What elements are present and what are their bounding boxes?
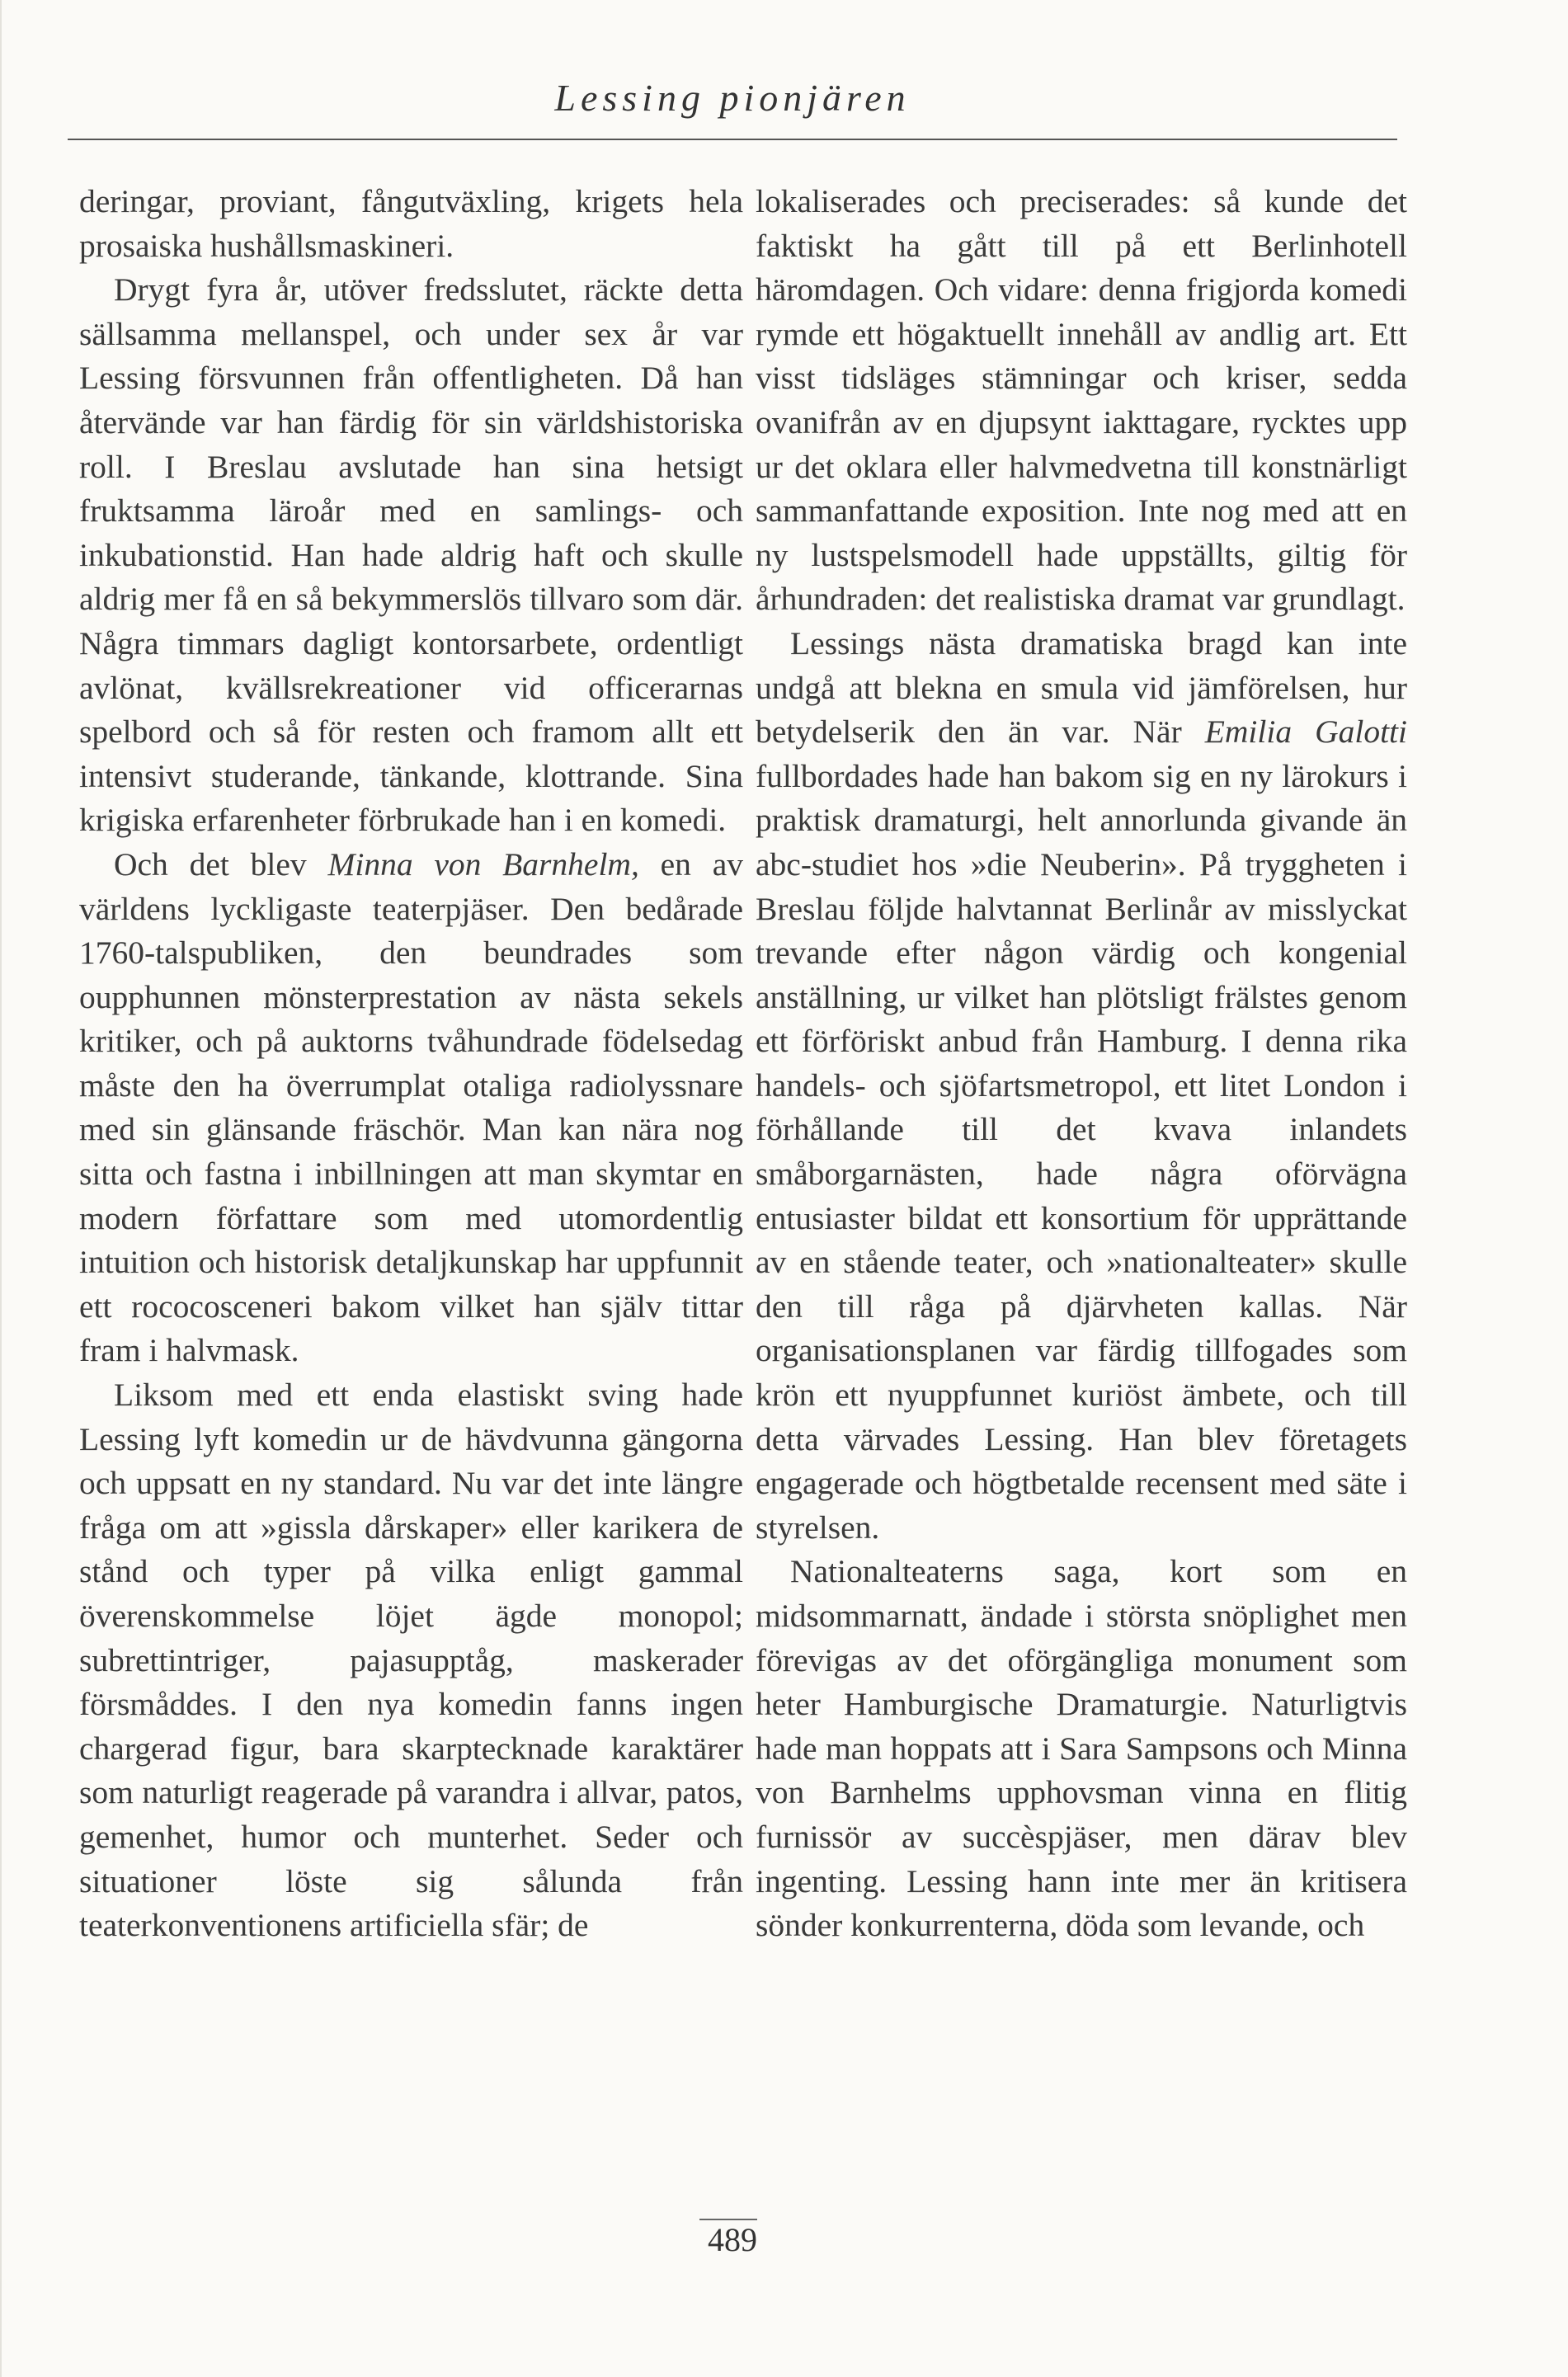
running-title: Lessing pionjären — [554, 77, 911, 119]
paragraph — [756, 622, 1407, 1550]
paragraph-text: en av världens lyckligaste teaterpjäser. Den bedårade 1760-talspubliken, den beundrades som oupphunnen mönsterprestation av nästa sekels kritiker, och på auktorns tvåhundrade födelsedag måste den ha överrumplat otaliga radiolyssnare med sin glänsande fräschör. Man kan nära nog sitta och fastna i inbillningen att man skymtar en modern författare som med utomordentlig intuition och historisk detaljkunskap har uppfunnit ett rococosceneri bakom vilket han själv tittar fram i halvmask. — [79, 845, 743, 1369]
paragraph-text: Och det blev — [114, 845, 328, 883]
left-text-column — [79, 180, 743, 1948]
play-title-italic: Minna von Barnhelm, — [327, 845, 639, 883]
header-rule — [68, 139, 1397, 140]
page-number: 489 — [708, 2221, 757, 2258]
paragraph: deringar, proviant, fångutväxling, krigets hela prosaiska hushållsmaskineri. — [79, 183, 743, 264]
play-title-italic: Emilia Galotti — [1204, 713, 1408, 751]
paragraph-text: Lessings nästa dramatiska bragd kan inte undgå att blekna en smula vid jämförelsen, hur betydelserik den än var. När — [756, 624, 1407, 751]
paragraph: Drygt fyra år, utöver fredsslutet, räckte detta sällsamma mellanspel, och under sex år var Lessing försvunnen från offentligheten. Då han återvände var han färdig för sin världshistoriska roll. I Breslau avslutade han sina hetsigt fruktsamma läroår med en samlings- och inkubationstid. Han hade aldrig haft och skulle aldrig mer få en så bekymmerslös tillvaro som där. Några timmars dagligt kontorsarbete, ordentligt avlönat, kvällsrekreationer vid officerarnas spelbord och så för resten och framom allt ett intensivt studerande, tänkande, klottrande. Sina krigiska erfarenheter förbrukade han i en komedi. — [79, 271, 743, 839]
right-text-column — [756, 180, 1407, 1948]
paragraph: Nationalteaterns saga, kort som en midsommarnatt, ändade i största snöplighet men förevigas av det oförgängliga monument som heter Hamburgische Dramaturgie. Naturligtvis hade man hoppats att i Sara Sampsons och Minna von Barnhelms upphovsman vinna en flitig furnissör av succèspjäser, men därav blev ingenting. Lessing hann inte mer än kritisera sönder konkurrenterna, döda som levande, och — [756, 1553, 1407, 1944]
paragraph: Liksom med ett enda elastiskt sving hade Lessing lyft komedin ur de hävdvunna gängorna och uppsatt en ny standard. Nu var det inte längre fråga om att »gissla dårskaper» eller karikera de stånd och typer på vilka enligt gammal överenskommelse löjet ägde monopol; subrettintriger, pajasupptåg, maskerader försmåddes. I den nya komedin fanns ingen chargerad figur, bara skarptecknade karaktärer som naturligt reagerade på varandra i allvar, patos, gemenhet, humor och munterhet. Seder och situationer löste sig sålunda från teaterkonventionens artificiella sfär; de — [79, 1377, 743, 1944]
paragraph-text: fullbordades hade han bakom sig en ny lärokurs i praktisk dramaturgi, helt annorlunda givande än abc-studiet hos »die Neuberin». På tryggheten i Breslau följde halvtannat Berlinår av misslyckat trevande efter någon värdig och kongenial anställning, ur vilket han plötsligt frälstes genom ett förföriskt anbud från Hamburg. I denna rika handels- och sjöfartsmetropol, ett litet London i förhållande till det kvava inlandets småborgarnästen, hade några oförvägna entusiaster bildat ett konsortium för upprättande av en stående teater, och »nationalteater» skulle den till råga på djärvheten kallas. När organisationsplanen var färdig tillfogades som krön ett nyuppfunnet kuriöst ämbete, och till detta värvades Lessing. Han blev företagets engagerade och högtbetalde recensent med säte i styrelsen. — [756, 757, 1407, 1546]
paragraph — [79, 843, 743, 1373]
paragraph: lokaliserades och preciserades: så kunde det faktiskt ha gått till på ett Berlinhotell häromdagen. Och vidare: denna frigjorda komedi rymde ett högaktuellt innehåll av andlig art. Ett visst tidsläges stämningar och kriser, sedda ovanifrån av en djupsynt iakttagare, rycktes upp ur det oklara eller halvmedvetna till konstnärligt sammanfattande exposition. Inte nog med att en ny lustspelsmodell hade uppställts, giltig för århundraden: det realistiska dramat var grundlagt. — [756, 183, 1407, 618]
